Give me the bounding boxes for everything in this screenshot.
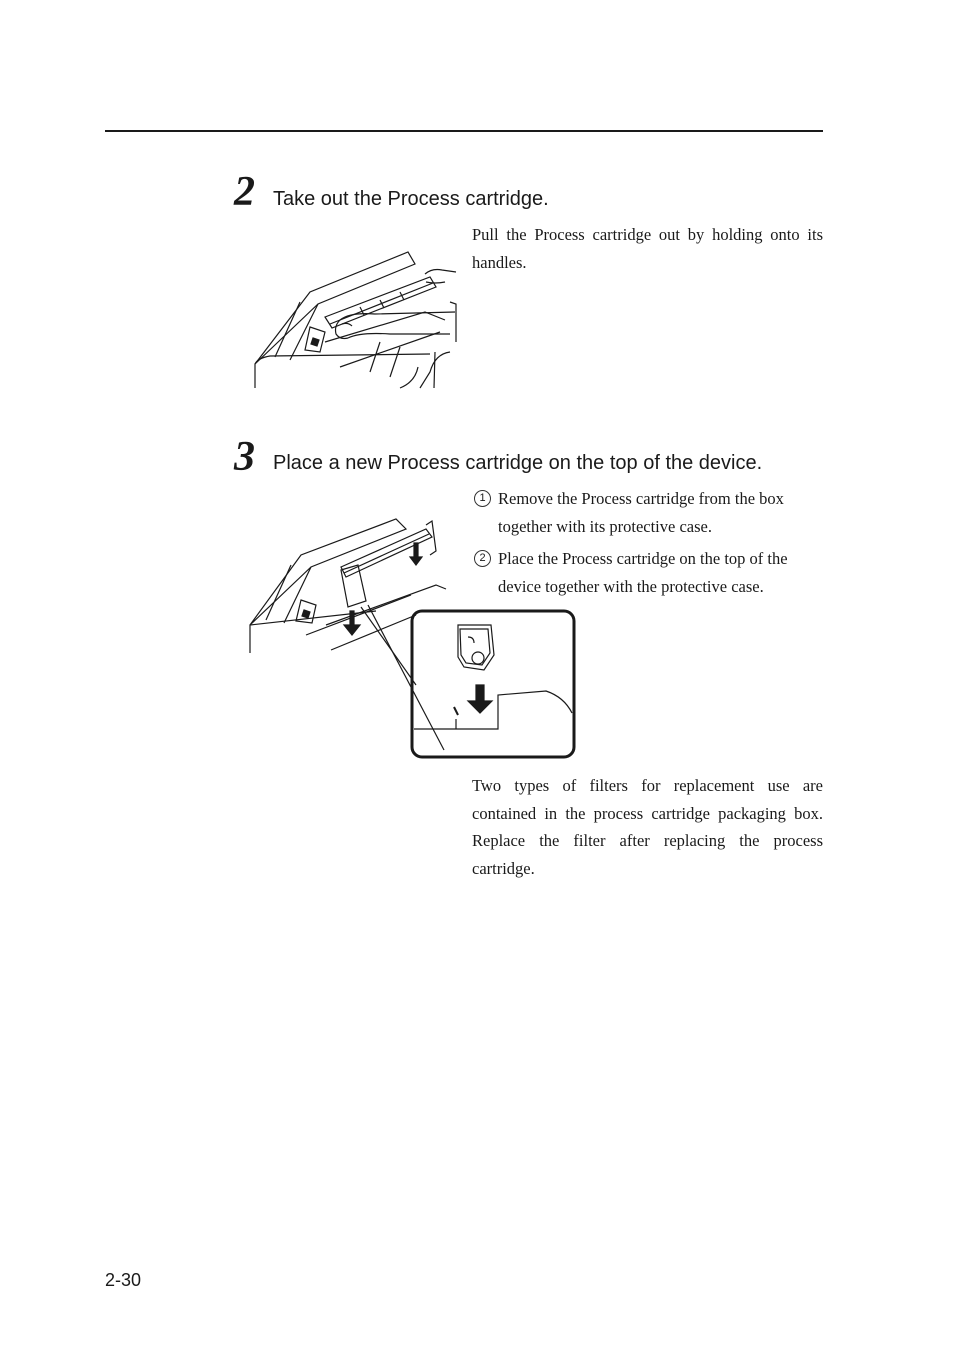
place-cartridge-illustration [246, 515, 581, 763]
list-item-text: Remove the Process cartridge from the box together with its protective case. [498, 489, 784, 536]
step-3-note: Two types of filters for replacement use are contained in the process cartridge packaging box. Replace the filter after replacing the process cartridge. [472, 776, 823, 878]
page-number: 2-30 [105, 1270, 142, 1290]
header-rule [105, 130, 823, 132]
step-3-number: 3 [234, 434, 255, 480]
step-3-title: Place a new Process cartridge on the top of the device. [273, 452, 763, 474]
list-marker: 2 [474, 550, 491, 567]
step-2-number: 2 [234, 169, 255, 215]
list-marker: 1 [474, 490, 491, 507]
list-item-text: Place the Process cartridge on the top of the device together with the protective case. [498, 549, 788, 596]
step-2-description: Pull the Process cartridge out by holding onto its handles. [472, 225, 823, 272]
step-2-title: Take out the Process cartridge. [273, 188, 549, 210]
remove-cartridge-illustration [250, 242, 462, 392]
